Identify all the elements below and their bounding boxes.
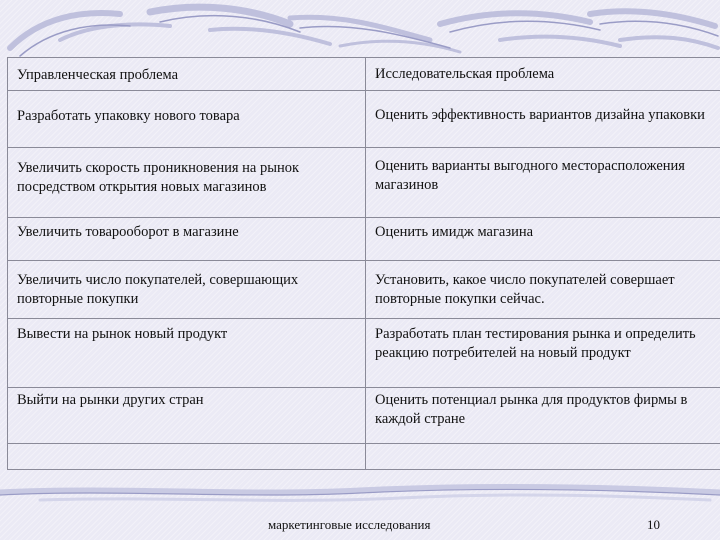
table-cell-left: Вывести на рынок новый продукт: [8, 319, 366, 388]
table-row: [8, 91, 720, 148]
bottom-decoration: [0, 480, 720, 510]
table-row: [8, 444, 720, 470]
table-row: [8, 218, 720, 261]
header-research-problem: Исследовательская проблема: [366, 58, 720, 91]
table-cell-right: Оценить эффективность вариантов дизайна упаковки: [366, 91, 720, 148]
table-cell-left: Увеличить число покупателей, совершающих повторные покупки: [8, 261, 366, 319]
top-decoration: [0, 0, 720, 62]
table-row: [8, 388, 720, 444]
table-cell-right: Разработать план тестирования рынка и определить реакцию потребителей на новый продукт: [366, 319, 720, 388]
header-management-problem: Управленческая проблема: [8, 58, 366, 91]
table-cell-right: Оценить потенциал рынка для продуктов фирмы в каждой стране: [366, 388, 720, 444]
table-cell-left: Увеличить товарооборот в магазине: [8, 218, 366, 261]
footer-label: маркетинговые исследования: [268, 517, 431, 532]
table-row: [8, 261, 720, 319]
table-header-row: [8, 58, 720, 91]
table-cell-right: Установить, какое число покупателей совершает повторные покупки сейчас.: [366, 261, 720, 319]
table-row: [8, 148, 720, 218]
problems-table: [7, 57, 720, 470]
table-row: [8, 319, 720, 388]
table-cell-right: [366, 444, 720, 470]
table-cell-left: Выйти на рынки других стран: [8, 388, 366, 444]
page-number: 10: [647, 517, 660, 532]
table-cell-left: Разработать упаковку нового товара: [8, 91, 366, 148]
table-cell-left: [8, 444, 366, 470]
table-cell-left: Увеличить скорость проникновения на рынок посредством открытия новых магазинов: [8, 148, 366, 218]
table-cell-right: Оценить варианты выгодного месторасположения магазинов: [366, 148, 720, 218]
table-cell-right: Оценить имидж магазина: [366, 218, 720, 261]
